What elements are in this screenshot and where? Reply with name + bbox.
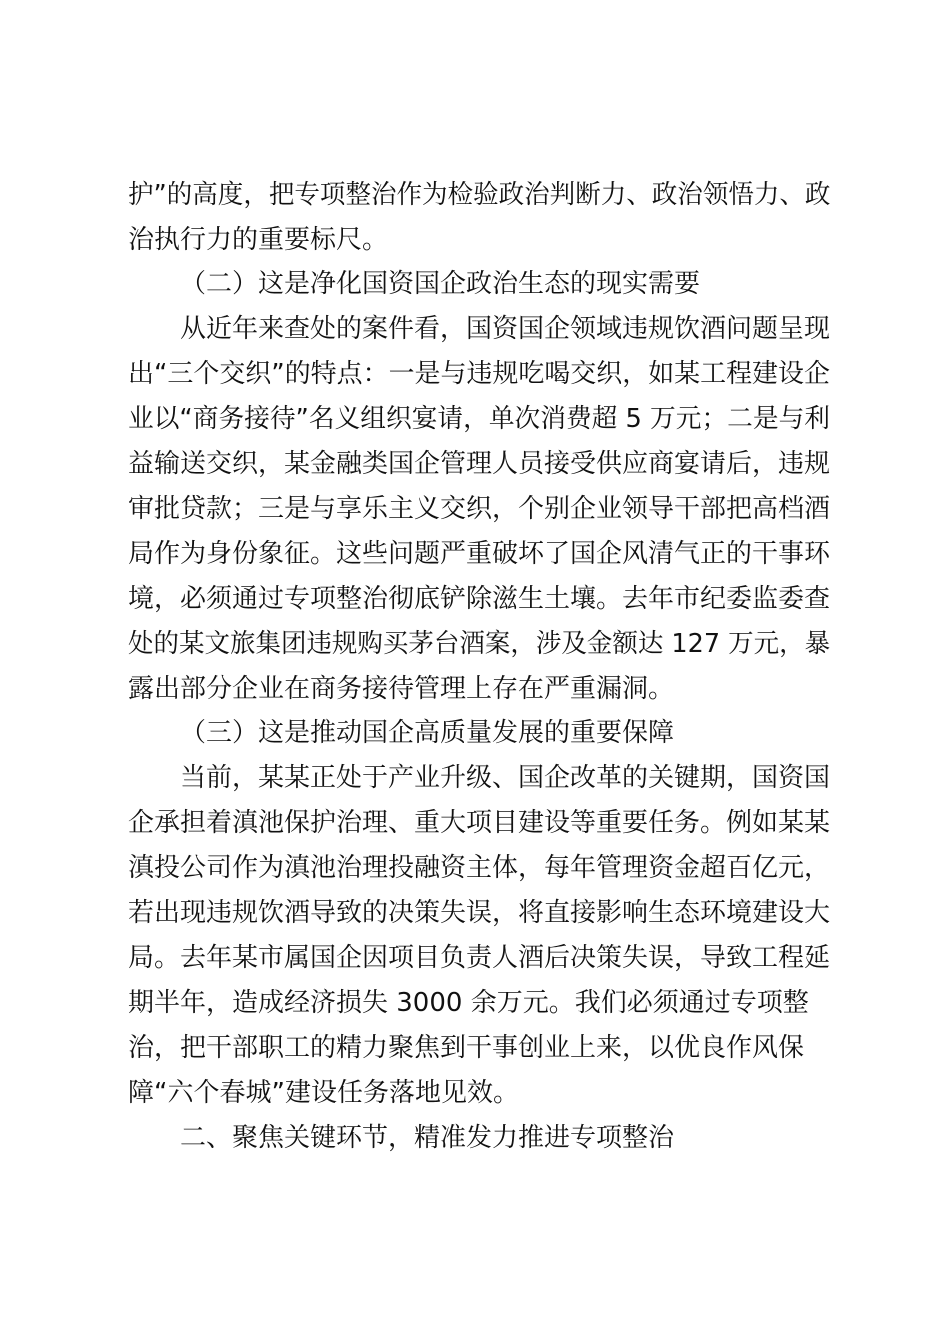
paragraph-line: 若出现违规饮酒导致的决策失误，将直接影响生态环境建设大 (128, 898, 831, 928)
section-heading: （二）这是净化国资国企政治生态的现实需要 (180, 269, 701, 299)
paragraph-line: 从近年来查处的案件看，国资国企领域违规饮酒问题呈现 (180, 314, 831, 344)
paragraph-line: 出“三个交织”的特点：一是与违规吃喝交织，如某工程建设企 (128, 359, 830, 389)
paragraph-line: 治，把干部职工的精力聚焦到干事创业上来，以优良作风保 (128, 1033, 805, 1063)
paragraph-line: 业以“商务接待”名义组织宴请，单次消费超 5 万元；二是与利 (128, 404, 831, 434)
section-heading: （三）这是推动国企高质量发展的重要保障 (180, 718, 675, 748)
paragraph-line: 益输送交织，某金融类国企管理人员接受供应商宴请后，违规 (128, 449, 831, 479)
paragraph-line: 障“六个春城”建设任务落地见效。 (128, 1078, 519, 1108)
paragraph-line: 当前，某某正处于产业升级、国企改革的关键期，国资国 (180, 763, 831, 793)
paragraph-line: 滇投公司作为滇池治理投融资主体，每年管理资金超百亿元， (128, 853, 831, 883)
paragraph-line: 境，必须通过专项整治彻底铲除滋生土壤。去年市纪委监委查 (128, 584, 831, 614)
paragraph-line: 审批贷款；三是与享乐主义交织，个别企业领导干部把高档酒 (128, 494, 831, 524)
paragraph-line: 治执行力的重要标尺。 (128, 225, 389, 255)
paragraph-line: 局。去年某市属国企因项目负责人酒后决策失误，导致工程延 (128, 943, 831, 973)
chapter-heading: 二、聚焦关键环节，精准发力推进专项整治 (180, 1123, 675, 1153)
paragraph-line: 企承担着滇池保护治理、重大项目建设等重要任务。例如某某 (128, 808, 831, 838)
paragraph-line: 期半年，造成经济损失 3000 余万元。我们必须通过专项整 (128, 988, 809, 1018)
paragraph-line: 露出部分企业在商务接待管理上存在严重漏洞。 (128, 674, 675, 704)
paragraph-line: 局作为身份象征。这些问题严重破坏了国企风清气正的干事环 (128, 539, 831, 569)
paragraph-line: 护”的高度，把专项整治作为检验政治判断力、政治领悟力、政 (128, 180, 831, 210)
paragraph-line: 处的某文旅集团违规购买茅台酒案，涉及金额达 127 万元，暴 (128, 629, 831, 659)
